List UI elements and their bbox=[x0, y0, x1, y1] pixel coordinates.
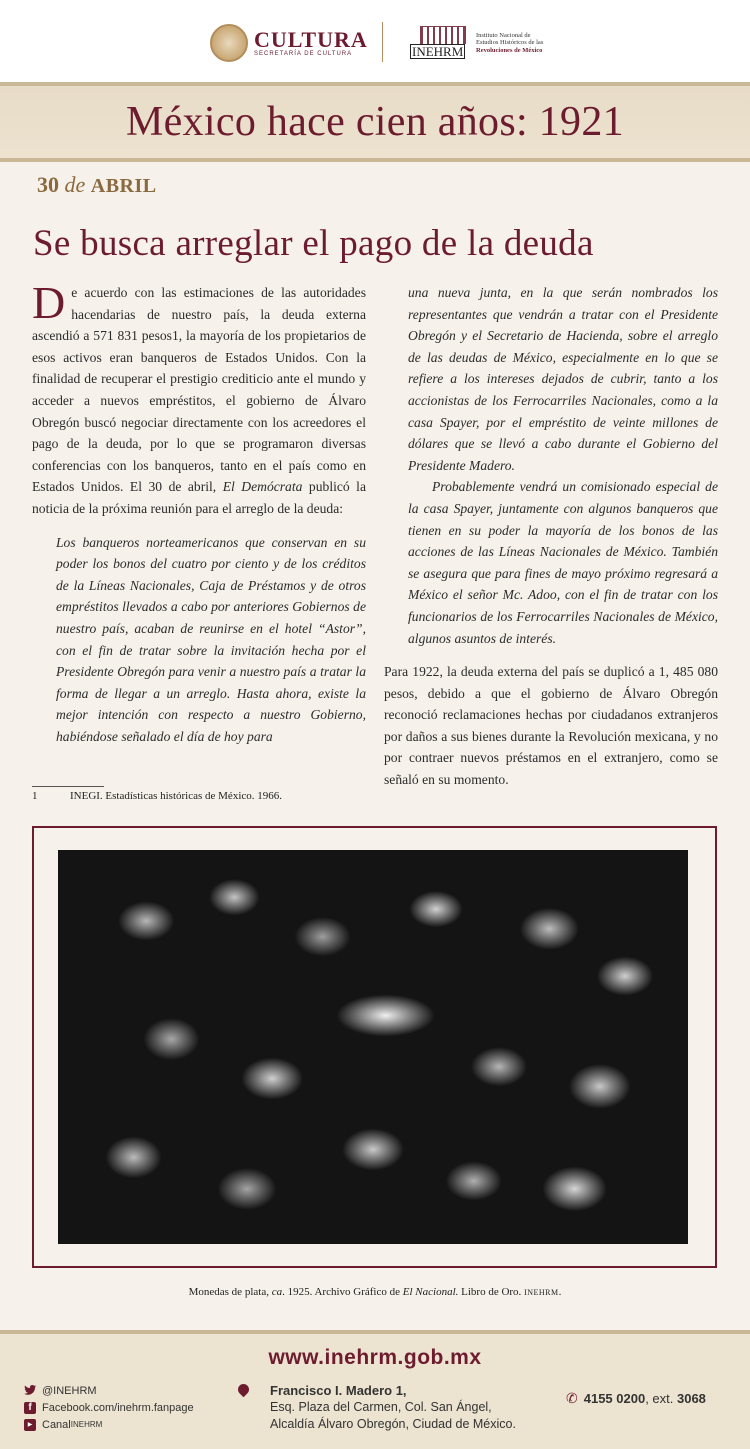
footnote-text: INEGI. Estadísticas históricas de México. 1966. bbox=[70, 790, 283, 802]
building-icon bbox=[420, 26, 466, 44]
inehrm-logo[interactable] bbox=[410, 26, 543, 58]
cultura-title: CULTURA bbox=[254, 27, 368, 52]
inehrm-line2: Estudios Históricos de las bbox=[476, 39, 544, 46]
date-day: 30 bbox=[37, 172, 59, 197]
website-link[interactable]: www.inehrm.gob.mx bbox=[268, 1346, 482, 1369]
silver-coins-photo bbox=[58, 850, 688, 1244]
caption-part-c: Libro de Oro. bbox=[458, 1286, 525, 1298]
footnote-rule bbox=[32, 786, 104, 787]
twitter-handle: @INEHRM bbox=[42, 1384, 97, 1397]
address-line3: Alcaldía Álvaro Obregón, Ciudad de México. bbox=[270, 1417, 516, 1431]
address-street: Francisco I. Madero 1, bbox=[270, 1383, 407, 1398]
social-links bbox=[24, 1382, 194, 1433]
twitter-icon bbox=[24, 1385, 36, 1397]
article-headline: Se busca arreglar el pago de la deuda bbox=[33, 223, 594, 264]
intro-text-b: publicó la noticia de la próxima reunión para el arreglo de la deuda: bbox=[32, 479, 366, 516]
address-block bbox=[250, 1382, 516, 1433]
youtube-icon: ▶ bbox=[24, 1419, 36, 1431]
canal-label: Canal bbox=[42, 1418, 71, 1431]
footnote bbox=[32, 790, 282, 802]
date-de: de bbox=[64, 172, 86, 197]
national-seal-icon bbox=[210, 24, 248, 62]
cultura-subtitle: SECRETARÍA DE CULTURA bbox=[254, 51, 353, 57]
header bbox=[0, 0, 750, 82]
closing-paragraph: Para 1922, la deuda externa del país se duplicó a 1, 485 080 pesos, debido a que el gobierno de Álvaro Obregón reconoció reclamaciones hechas por ciudadanos extranjeros por daños a sus bienes durante la Revolución mexicana, y no por contraer nuevos préstamos en el extranjero, como se señaló en su momento. bbox=[384, 664, 718, 788]
page-title: México hace cien años: 1921 bbox=[126, 99, 624, 145]
facebook-link[interactable] bbox=[24, 1399, 194, 1416]
inehrm-line1: Instituto Nacional de bbox=[476, 31, 531, 39]
cultura-logo[interactable] bbox=[210, 24, 368, 62]
phone-icon: ✆ bbox=[566, 1390, 578, 1406]
quote-block-right-1: una nueva junta, en la que serán nombrados los representantes que vendrán a tratar con el Presidente Obregón y el Secretario de Hacienda, sobre el arreglo de las deudas de México, especialmente en lo que se refiere a los intereses dejados de cubrir, tanto a los accionistas de los Ferrocarriles Nacionales, como a la casa Spayer, por el empréstito de veinte millones de dólares que se llevó a cabo durante el Gobierno del Presidente Madero. bbox=[408, 285, 718, 473]
date-month: ABRIL bbox=[90, 175, 157, 197]
caption-end: . bbox=[558, 1286, 562, 1298]
caption-inehrm: INEHRM bbox=[524, 1288, 559, 1297]
header-divider bbox=[382, 22, 383, 62]
caption-part-a: Monedas de plata, bbox=[188, 1286, 272, 1298]
footnote-number: 1 bbox=[32, 790, 38, 802]
inehrm-wordmark: INEHRM bbox=[412, 44, 464, 59]
photo-caption bbox=[0, 1286, 750, 1298]
title-band bbox=[0, 82, 750, 162]
address-line2: Esq. Plaza del Carmen, Col. San Ángel, bbox=[270, 1400, 492, 1414]
date-line bbox=[37, 172, 157, 198]
caption-ca: ca bbox=[271, 1286, 283, 1298]
newspaper-name: El Demócrata bbox=[222, 479, 303, 495]
quote-block-left: Los banqueros norteamericanos que conservan en su poder los bonos del cuatro por ciento y de los créditos de la Líneas Nacionales, Caja de Préstamos y de otros empréstitos llevados a cabo por anteriores Gobiernos de nuestro país, acaban de reunirse en el hotel “Astor”, con el fin de tratar sobre la invitación hecha por el Presidente Obregón para venir a nuestro país a tratar la forma de llegar a un arreglo. Hasta ahora, existe la mejor intención con respecto a nuestro Gobierno, habiéndose señalado el día de hoy para bbox=[56, 534, 366, 744]
quote-block-right-2: Probablemente vendrá un comisionado especial de la casa Spayer, juntamente con algunos banqueros que tienen en su poder la mayoría de los bonos de las acciones de las Líneas Nacionales de México. También se asegura que para fines de mayo próximo regresará a México el señor Mc. Adoo, con el fin de tratar con los funcionarios de los Ferrocarriles Nacionales de México, algunos asuntos de interés. bbox=[408, 479, 718, 646]
youtube-link[interactable] bbox=[24, 1416, 194, 1433]
intro-text-a: e acuerdo con las estimaciones de las autoridades hacendarias de nuestro país, la deuda externa ascendió a 571 831 pesos1, la mayoría de los propietarios de esos activos eran banqueros de Estados Unidos. Con la finalidad de recuperar el prestigio crediticio ante el mundo y acceder a nuevos empréstitos, el gobierno de Álvaro Obregón buscó negociar directamente con los acreedores el pago de la deuda, por lo que se programaron diversas conferencias con los banqueros, tanto en el país como en Estados Unidos. El 30 de abril, bbox=[32, 285, 366, 495]
right-column bbox=[384, 282, 718, 791]
left-column bbox=[32, 277, 366, 747]
intro-paragraph bbox=[32, 277, 366, 520]
facebook-icon: f bbox=[24, 1402, 36, 1414]
facebook-url: Facebook.com/inehrm.fanpage bbox=[42, 1401, 194, 1414]
caption-paper: El Nacional. bbox=[402, 1286, 459, 1298]
phone-block[interactable] bbox=[566, 1390, 706, 1407]
phone-number: 4155 0200 bbox=[583, 1391, 646, 1406]
canal-inehrm: INEHRM bbox=[70, 1420, 103, 1429]
inehrm-fullname bbox=[476, 32, 543, 59]
twitter-link[interactable] bbox=[24, 1382, 194, 1399]
phone-ext-label: , ext. bbox=[645, 1391, 677, 1406]
phone-ext: 3068 bbox=[676, 1391, 706, 1406]
caption-part-b: . 1925. Archivo Gráfico de bbox=[282, 1286, 403, 1298]
drop-cap: D bbox=[32, 277, 66, 328]
inehrm-line3: Revoluciones de México bbox=[476, 46, 543, 54]
